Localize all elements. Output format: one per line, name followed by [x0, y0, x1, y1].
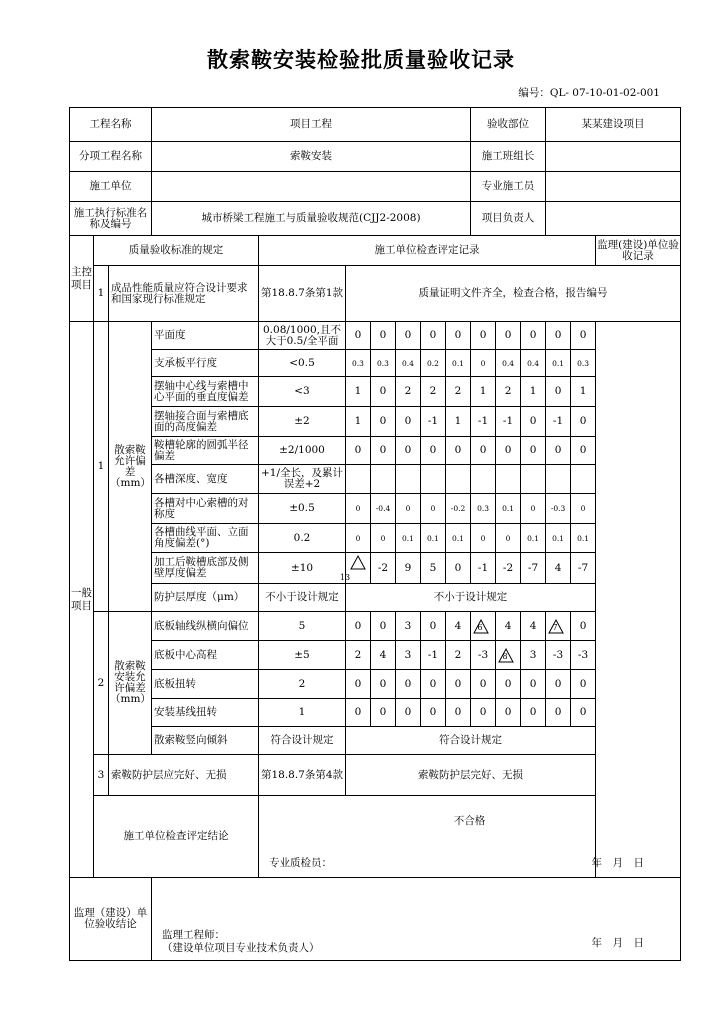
- value-cell: 4: [371, 641, 396, 670]
- value-cell: 2: [396, 377, 421, 407]
- construction-conclusion-label: 施工单位检查评定结论: [94, 796, 259, 878]
- value-cell: 0: [546, 670, 571, 699]
- value-cell: 0: [396, 407, 421, 437]
- row-spec: <0.5: [259, 350, 346, 377]
- row-item: 底板中心高程: [152, 641, 259, 670]
- row-item: 各槽曲线平面、立面角度偏差(°): [152, 524, 259, 553]
- general-supervision: [596, 322, 681, 878]
- value-cell: 3: [396, 641, 421, 670]
- main-control-label: 主控项目: [70, 236, 94, 322]
- main-control-item: 成品性能质量应符合设计要求和国家现行标准规定: [109, 266, 259, 322]
- value-cell: [571, 465, 596, 494]
- spec-column-header: 质量验收标准的规定: [94, 236, 259, 266]
- team-leader-value: [546, 142, 681, 172]
- value-cell: 0: [421, 699, 446, 727]
- supervision-date: 年 月 日: [591, 937, 645, 949]
- value-cell: 0: [571, 699, 596, 727]
- value-cell: 0.1: [421, 524, 446, 553]
- value-cell: 0: [571, 437, 596, 465]
- group1-label: 散索鞍允许偏差（mm）: [109, 322, 152, 612]
- row-spec: ±2/1000: [259, 437, 346, 465]
- table-row: [70, 670, 681, 699]
- value-cell: 1: [471, 377, 496, 407]
- value-cell: 0: [421, 494, 446, 524]
- page-title: 散索鞍安装检验批质量验收记录: [207, 48, 515, 72]
- group1-no: 1: [94, 322, 109, 612]
- manager-value: [546, 202, 681, 236]
- row-item: 平面度: [152, 322, 259, 350]
- value-cell: 2: [446, 377, 471, 407]
- acceptance-part-value: 某某建设项目: [546, 108, 681, 142]
- value-cell: 0: [346, 437, 371, 465]
- item3-item: 索鞍防护层应完好、无损: [109, 755, 259, 796]
- item3-no: 3: [94, 755, 109, 796]
- value-cell: 4: [521, 612, 546, 641]
- value-cell: -1: [421, 407, 446, 437]
- row-item: 底板轴线纵横向偏位: [152, 612, 259, 641]
- value-cell: 1: [446, 407, 471, 437]
- item3-record: 索鞍防护层完好、无损: [346, 755, 596, 796]
- table-row: [70, 407, 681, 437]
- value-cell: 0: [521, 437, 546, 465]
- value-cell: 0: [471, 699, 496, 727]
- table-row: [70, 524, 681, 553]
- value-cell: 0: [521, 407, 546, 437]
- value-cell: 0: [496, 670, 521, 699]
- value-cell: 0.4: [496, 350, 521, 377]
- value-cell: 0: [371, 524, 396, 553]
- value-cell: 0: [371, 322, 396, 350]
- coating-record: 不小于设计规定: [346, 584, 596, 612]
- value-cell: 0: [421, 612, 446, 641]
- value-cell: 4: [496, 612, 521, 641]
- value-cell: 0: [446, 699, 471, 727]
- value-cell: 0.4: [396, 350, 421, 377]
- row-spec: 5: [259, 612, 346, 641]
- coating-item: 防护层厚度（μm）: [152, 584, 259, 612]
- value-cell: [421, 465, 446, 494]
- value-cell: [446, 465, 471, 494]
- value-cell: 0: [446, 553, 471, 584]
- value-cell-flagged: [339, 553, 371, 584]
- construction-date: 年 月 日: [591, 857, 645, 869]
- supervision-column-header: 监理(建设)单位验收记录: [596, 236, 681, 266]
- value-cell: 0: [571, 407, 596, 437]
- value-cell-flagged: [546, 612, 571, 641]
- row-item: 各槽深度、宽度: [152, 465, 259, 494]
- team-leader-label: 施工班组长: [471, 142, 546, 172]
- row-item: 支承板平行度: [152, 350, 259, 377]
- value-cell: 9: [396, 553, 421, 584]
- table-row: [70, 755, 681, 796]
- tilt-record: 符合设计规定: [346, 727, 596, 755]
- row-item: 摆轴接合面与索槽底面的高度偏差: [152, 407, 259, 437]
- inspector-label: 专业质检员：: [269, 857, 332, 869]
- value-cell: 4: [546, 553, 571, 584]
- value-cell: 0: [421, 437, 446, 465]
- flagged-value: 13: [339, 573, 351, 582]
- value-cell: 0: [346, 322, 371, 350]
- row-spec: 0.2: [259, 524, 346, 553]
- value-cell: 0: [346, 612, 371, 641]
- value-cell: 0: [421, 322, 446, 350]
- value-cell: 0: [521, 494, 546, 524]
- table-row: [70, 437, 681, 465]
- value-cell: 0: [521, 322, 546, 350]
- inspection-column-header: 施工单位检查评定记录: [259, 236, 596, 266]
- row-spec: <3: [259, 377, 346, 407]
- table-row: [70, 584, 681, 612]
- value-cell: 0: [521, 699, 546, 727]
- value-cell: 0: [396, 494, 421, 524]
- group2-no: 2: [94, 612, 109, 755]
- value-cell: 0: [546, 322, 571, 350]
- value-cell: 0: [471, 437, 496, 465]
- engineer-note: （建设单位项目专业技术负责人）: [162, 942, 320, 954]
- value-cell: 0: [346, 699, 371, 727]
- construction-conclusion-cell: [259, 796, 681, 878]
- project-name-value: 项目工程: [152, 108, 471, 142]
- flagged-value: 7: [552, 623, 558, 632]
- tilt-spec: 符合设计规定: [259, 727, 346, 755]
- row-spec: +1/全长，及累计误差+2: [259, 465, 346, 494]
- value-cell: 2: [421, 377, 446, 407]
- value-cell: 0: [546, 377, 571, 407]
- subitem-label: 分项工程名称: [70, 142, 152, 172]
- value-cell: [546, 465, 571, 494]
- row-item: 各槽对中心索槽的对称度: [152, 494, 259, 524]
- value-cell: 1: [571, 377, 596, 407]
- value-cell: 0.1: [446, 524, 471, 553]
- table-row: [70, 612, 681, 641]
- value-cell: 0: [471, 524, 496, 553]
- value-cell: 0.3: [371, 350, 396, 377]
- row-spec: ±2: [259, 407, 346, 437]
- value-cell: [496, 465, 521, 494]
- value-cell: 0: [571, 494, 596, 524]
- value-cell: 0.1: [521, 524, 546, 553]
- supervision-conclusion-cell: [152, 878, 681, 961]
- specialist-value: [546, 172, 681, 202]
- value-cell: 5: [421, 553, 446, 584]
- value-cell: 0: [521, 670, 546, 699]
- group2-label: 散索鞍安装允许偏差（mm）: [109, 612, 152, 755]
- value-cell: 0: [421, 670, 446, 699]
- table-row: [70, 465, 681, 494]
- value-cell: 0: [396, 699, 421, 727]
- value-cell: 0: [446, 322, 471, 350]
- value-cell: -3: [571, 641, 596, 670]
- value-cell: -1: [471, 553, 496, 584]
- value-cell: 0: [371, 670, 396, 699]
- row-spec: 0.08/1000,且不大于0.5/全平面: [259, 322, 346, 350]
- value-cell: 0: [496, 524, 521, 553]
- value-cell: -0.2: [446, 494, 471, 524]
- supervision-conclusion-label: 监理（建设）单位验收结论: [70, 878, 152, 961]
- value-cell: 2: [346, 641, 371, 670]
- row-spec: ±0.5: [259, 494, 346, 524]
- value-cell: 0.2: [421, 350, 446, 377]
- row-spec: 1: [259, 699, 346, 727]
- table-row: [70, 494, 681, 524]
- value-cell: 1: [346, 407, 371, 437]
- value-cell: 0: [371, 377, 396, 407]
- table-row: [70, 699, 681, 727]
- row-item: 摆轴中心线与索槽中心平面的垂直度偏差: [152, 377, 259, 407]
- value-cell: -1: [546, 407, 571, 437]
- value-cell: 0: [471, 670, 496, 699]
- value-cell: 0: [546, 699, 571, 727]
- row-item: 加工后鞍槽底部及侧壁厚度偏差: [152, 553, 259, 584]
- flagged-value: 6: [477, 623, 483, 632]
- construction-unit-label: 施工单位: [70, 172, 152, 202]
- row-spec: ±5: [259, 641, 346, 670]
- coating-spec: 不小于设计规定: [259, 584, 346, 612]
- inspection-record-table: [69, 107, 681, 961]
- value-cell: 0: [496, 437, 521, 465]
- value-cell: 0: [571, 670, 596, 699]
- value-cell: 0: [396, 437, 421, 465]
- flagged-value: 8: [502, 652, 508, 661]
- construction-result: 不合格: [453, 815, 486, 827]
- value-cell: -2: [371, 553, 396, 584]
- general-label: 一般项目: [70, 322, 94, 878]
- value-cell-flagged: [471, 612, 496, 641]
- value-cell: 0.1: [396, 524, 421, 553]
- table-row: [70, 553, 681, 584]
- item3-clause: 第18.8.7条第4款: [259, 755, 346, 796]
- value-cell: 0: [371, 407, 396, 437]
- value-cell: 0.1: [496, 494, 521, 524]
- value-cell: -0.3: [546, 494, 571, 524]
- value-cell: 0: [446, 437, 471, 465]
- warning-triangle-icon: [350, 555, 366, 570]
- value-cell: 0: [396, 670, 421, 699]
- row-item: 底板扭转: [152, 670, 259, 699]
- value-cell: 0.1: [546, 524, 571, 553]
- table-row: [70, 377, 681, 407]
- value-cell: -1: [421, 641, 446, 670]
- value-cell: 1: [521, 377, 546, 407]
- value-cell: -3: [471, 641, 496, 670]
- value-cell: -7: [571, 553, 596, 584]
- value-cell: 1: [346, 377, 371, 407]
- value-cell: -1: [471, 407, 496, 437]
- value-cell: 0: [471, 322, 496, 350]
- value-cell: 0: [346, 524, 371, 553]
- value-cell: 0: [346, 670, 371, 699]
- value-cell: 0: [471, 350, 496, 377]
- value-cell: -7: [521, 553, 546, 584]
- table-row: [70, 727, 681, 755]
- value-cell: 0: [496, 322, 521, 350]
- value-cell: 0: [396, 322, 421, 350]
- tilt-item: 散索鞍竖向倾斜: [152, 727, 259, 755]
- value-cell: -0.4: [371, 494, 396, 524]
- value-cell: 0.1: [571, 524, 596, 553]
- value-cell: [396, 465, 421, 494]
- row-spec: 2: [259, 670, 346, 699]
- value-cell: -3: [546, 641, 571, 670]
- value-cell: 0.4: [521, 350, 546, 377]
- value-cell: -2: [496, 553, 521, 584]
- project-name-label: 工程名称: [70, 108, 152, 142]
- subitem-value: 索鞍安装: [152, 142, 471, 172]
- table-row: [70, 322, 681, 350]
- value-cell: [346, 465, 371, 494]
- value-cell: 0.3: [471, 494, 496, 524]
- value-cell: 0.1: [446, 350, 471, 377]
- standard-label: 施工执行标准名称及编号: [70, 202, 152, 236]
- value-cell: 2: [446, 641, 471, 670]
- value-cell: 0: [571, 612, 596, 641]
- row-item: 鞍槽轮廓的圆弧半径偏差: [152, 437, 259, 465]
- value-cell: 2: [496, 377, 521, 407]
- main-control-no: 1: [94, 266, 109, 322]
- value-cell: 0.3: [571, 350, 596, 377]
- value-cell: [371, 465, 396, 494]
- table-row: [70, 350, 681, 377]
- engineer-label: 监理工程师：: [162, 929, 225, 941]
- value-cell-flagged: [496, 641, 521, 670]
- specialist-label: 专业施工员: [471, 172, 546, 202]
- value-cell: 0.3: [346, 350, 371, 377]
- table-row: [70, 641, 681, 670]
- value-cell: 0: [446, 670, 471, 699]
- main-control-clause: 第18.8.7条第1款: [259, 266, 346, 322]
- acceptance-part-label: 验收部位: [471, 108, 546, 142]
- value-cell: 4: [446, 612, 471, 641]
- manager-label: 项目负责人: [471, 202, 546, 236]
- document-code: 编号：QL- 07-10-01-02-001: [518, 87, 660, 99]
- value-cell: 0: [346, 494, 371, 524]
- value-cell: 3: [396, 612, 421, 641]
- value-cell: 0: [571, 322, 596, 350]
- value-cell: [471, 465, 496, 494]
- row-spec: ±10: [259, 553, 346, 584]
- value-cell: 0: [371, 699, 396, 727]
- value-cell: 0.1: [546, 350, 571, 377]
- value-cell: 0: [371, 612, 396, 641]
- value-cell: 0: [496, 699, 521, 727]
- construction-unit-value: [152, 172, 471, 202]
- standard-value: 城市桥梁工程施工与质量验收规范(CJJ2-2008): [152, 202, 471, 236]
- row-item: 安装基线扭转: [152, 699, 259, 727]
- main-control-record: 质量证明文件齐全，检查合格，报告编号: [346, 266, 681, 322]
- value-cell: [521, 465, 546, 494]
- value-cell: 0: [371, 437, 396, 465]
- value-cell: 0: [546, 437, 571, 465]
- value-cell: -1: [496, 407, 521, 437]
- value-cell: 3: [521, 641, 546, 670]
